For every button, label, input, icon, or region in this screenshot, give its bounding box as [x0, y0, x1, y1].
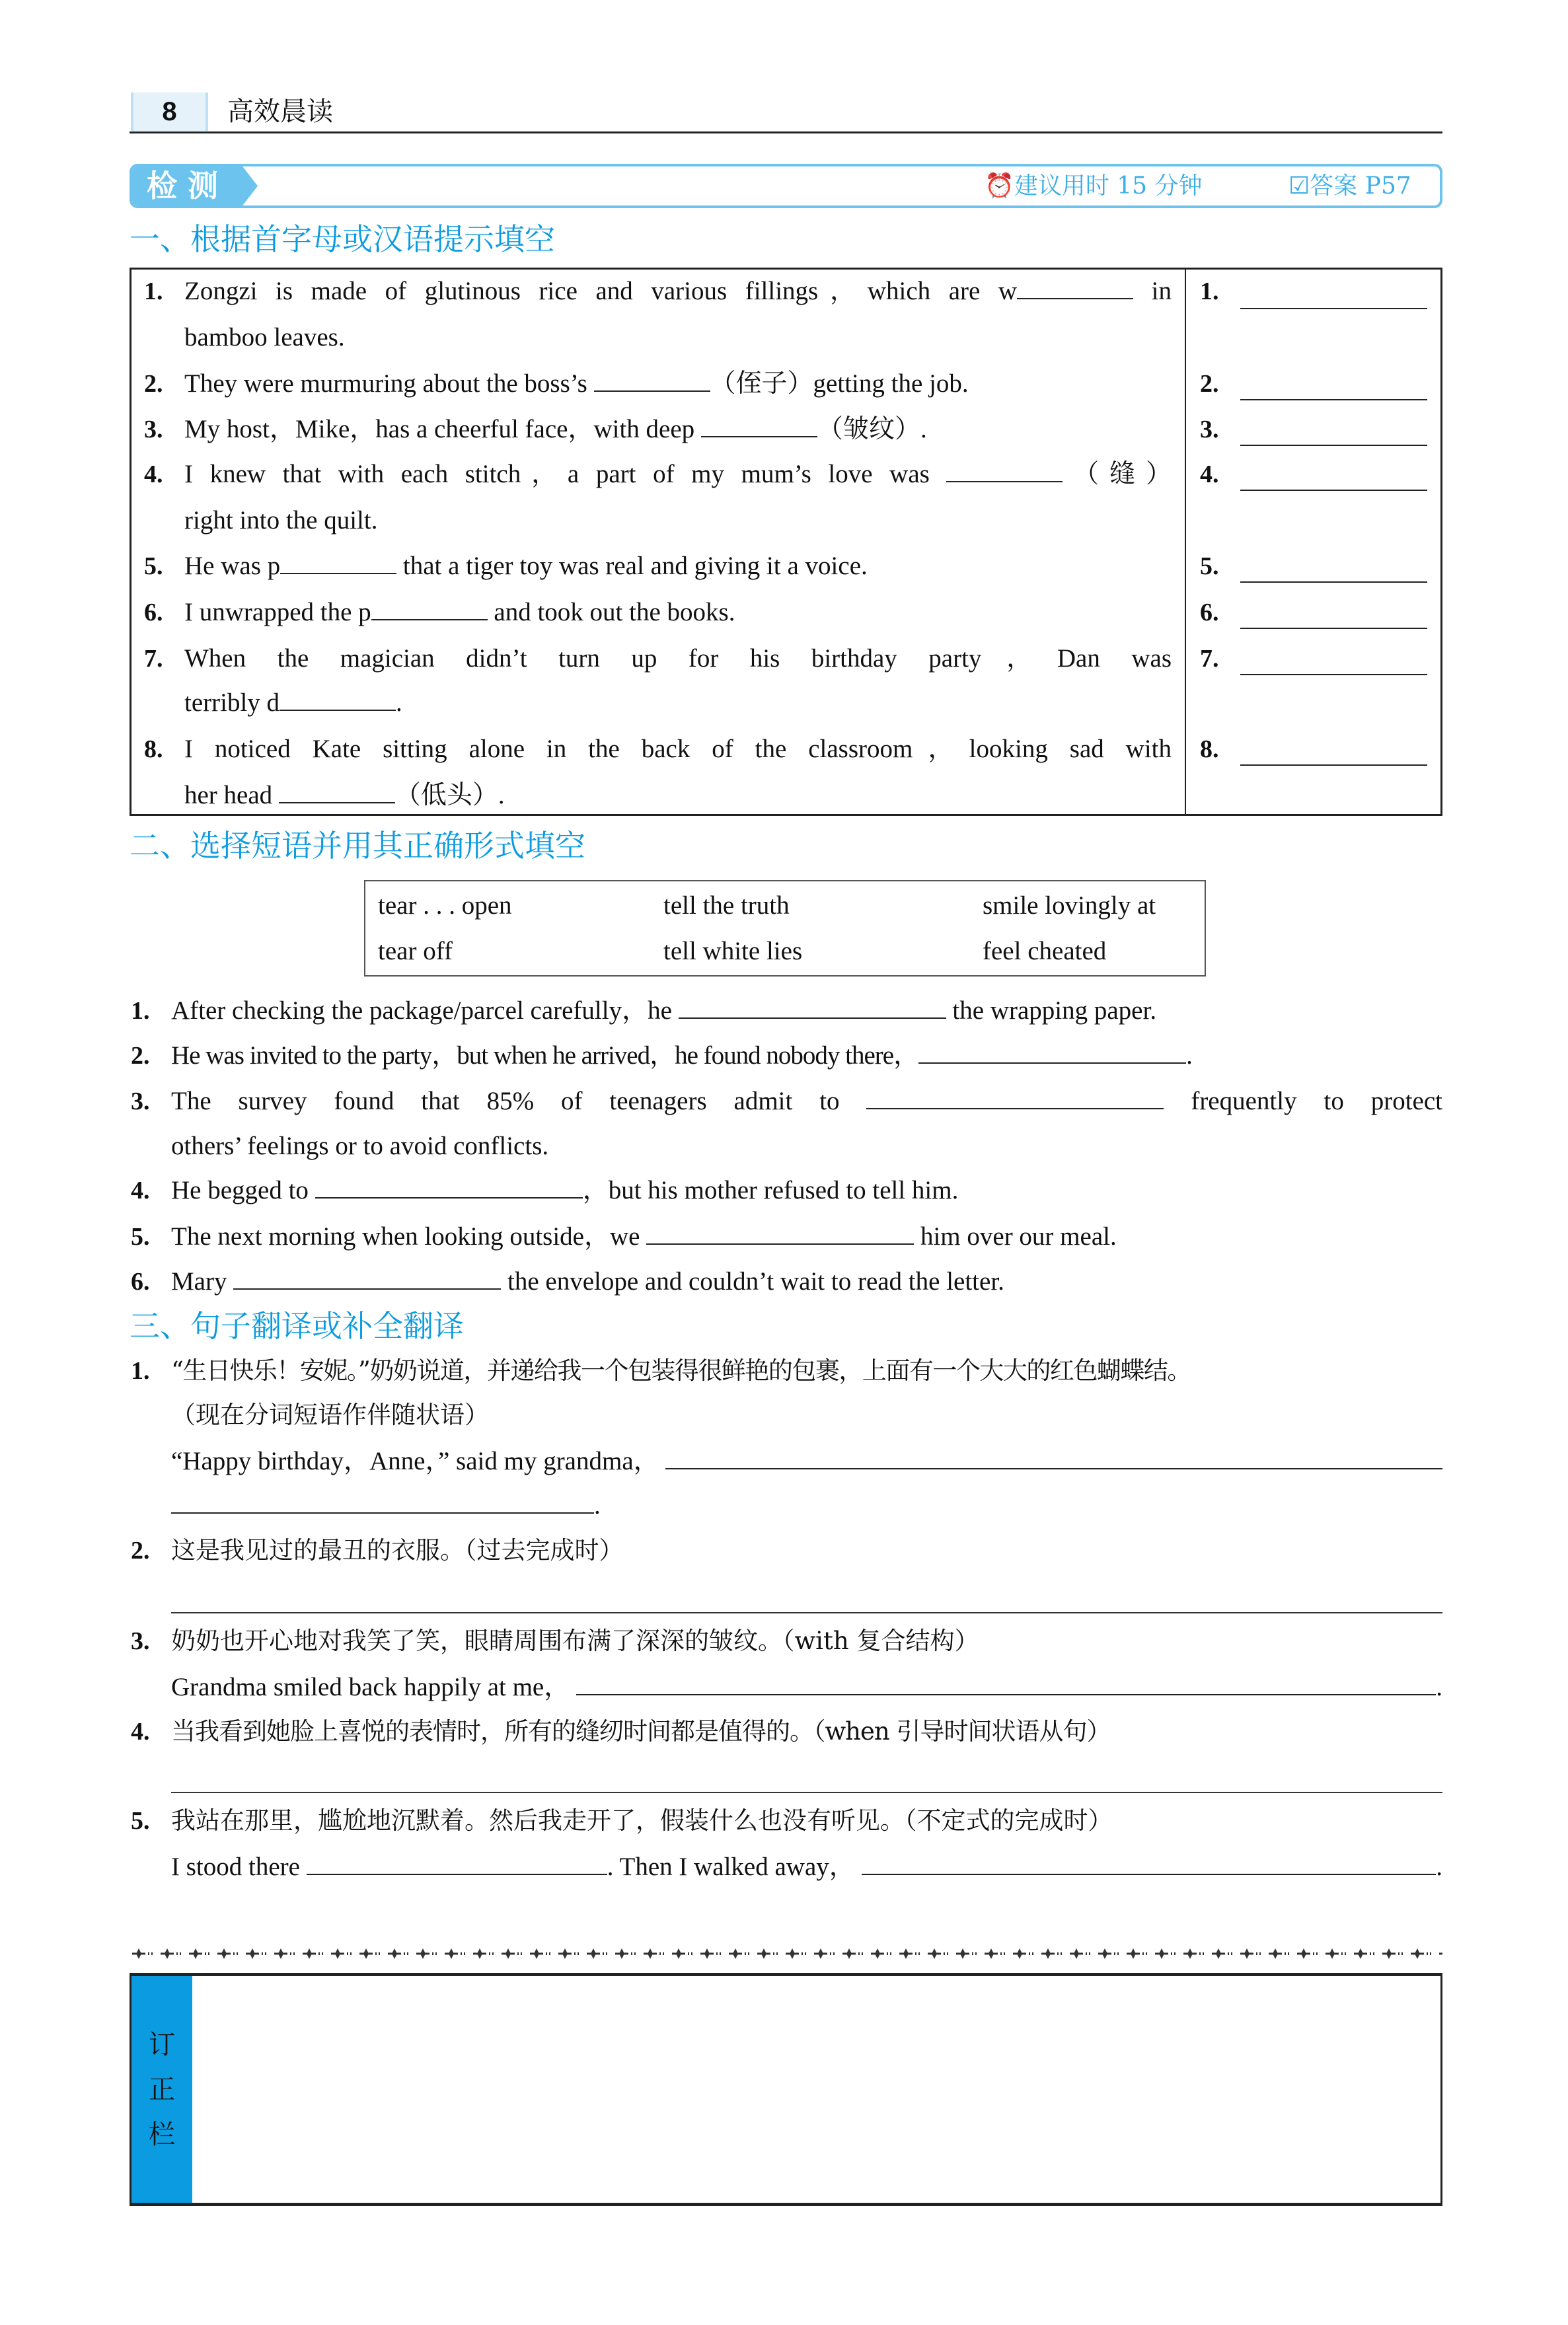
item-number: 5. [131, 1223, 150, 1251]
answer-blank[interactable] [862, 1851, 1437, 1875]
item-number: 2. [131, 1042, 150, 1070]
item-number: 2. [131, 1537, 150, 1565]
item-number: 4. [131, 1177, 150, 1204]
answer-blank[interactable] [665, 1446, 1442, 1469]
answer-number: 1. [1200, 277, 1219, 305]
answer-line[interactable] [171, 1792, 1442, 1793]
suggested-time: ⏰建议用时 15 分钟 [985, 172, 1203, 200]
phrase: smile lovingly at [983, 891, 1156, 920]
answer-blank[interactable] [701, 414, 817, 437]
s1-item8-line2: her head （低头）. [184, 781, 505, 809]
page-number: 8 [162, 97, 177, 126]
answer-number: 8. [1200, 735, 1219, 763]
answer-blank[interactable] [171, 1490, 594, 1514]
s3-item1-hint: （现在分词短语作伴随状语） [171, 1401, 489, 1429]
s2-item6: Mary the envelope and couldn’t wait to read the letter. [171, 1267, 1004, 1296]
answer-blank[interactable] [594, 368, 710, 392]
answer-line[interactable] [1240, 308, 1427, 309]
s3-item5-chinese: 我站在那里，尴尬地沉默着。然后我走开了，假装什么也没有听见。（不定式的完成时） [171, 1806, 1113, 1835]
s3-item1-english: “Happy birthday，Anne，” said my grandma， [171, 1444, 1442, 1479]
s3-item2-chinese: 这是我见过的最丑的衣服。（过去完成时） [171, 1536, 624, 1565]
decorative-dotted-divider [130, 1946, 1442, 1962]
s1-item5: He was p that a tiger toy was real and giving it a voice. [184, 552, 868, 580]
s1-item1-line2: bamboo leaves. [184, 323, 345, 351]
answer-line[interactable] [1240, 490, 1427, 491]
answer-blank[interactable] [646, 1221, 914, 1245]
phrase: tear off [378, 937, 453, 965]
s2-item1: After checking the package/parcel carefully，he the wrapping paper. [171, 996, 1157, 1025]
answer-blank[interactable] [279, 780, 395, 803]
s3-item3-chinese: 奶奶也开心地对我笑了笑，眼睛周围布满了深深的皱纹。（with 复合结构） [171, 1627, 979, 1655]
correction-label-char: 栏 [149, 2119, 175, 2150]
correction-label-char: 正 [149, 2074, 175, 2105]
answer-line[interactable] [1240, 628, 1427, 629]
answer-line[interactable] [171, 1612, 1442, 1613]
s2-item4: He begged to ，but his mother refused to tell him. [171, 1176, 959, 1204]
item-number: 6. [131, 1268, 150, 1296]
answer-number: 5. [1200, 552, 1219, 580]
item-number: 3. [144, 416, 163, 443]
phrase: tear . . . open [378, 891, 512, 920]
s1-item3: My host，Mike，has a cheerful face，with deep （皱纹）. [184, 415, 927, 443]
item-number: 1. [131, 997, 150, 1025]
s2-item5: The next morning when looking outside，we him over our meal. [171, 1222, 1117, 1251]
answer-line[interactable] [1240, 764, 1427, 766]
item-number: 5. [144, 552, 163, 580]
page-number-badge [131, 92, 208, 131]
s2-item3-line1: The survey found that 85% of teenagers admit to frequently to protect [171, 1087, 1442, 1115]
answer-blank[interactable] [315, 1175, 583, 1199]
item-number: 6. [144, 599, 163, 626]
s1-item8-line1: I noticed Kate sitting alone in the back of the classroom，looking sad with [184, 735, 1172, 763]
s2-item3-line2: others’ feelings or to avoid conflicts. [171, 1132, 549, 1160]
item-number: 3. [131, 1088, 150, 1115]
answer-number: 3. [1200, 416, 1219, 443]
item-number: 8. [144, 735, 163, 763]
answer-number: 4. [1200, 461, 1219, 488]
answer-line[interactable] [1240, 581, 1427, 583]
correction-label-char: 订 [149, 2029, 175, 2060]
correction-box[interactable] [130, 1973, 1442, 2206]
item-number: 1. [131, 1357, 150, 1385]
test-banner [130, 164, 1442, 208]
phrase: tell white lies [663, 937, 803, 965]
answer-line[interactable] [1240, 445, 1427, 446]
s1-item4-line2: right into the quilt. [184, 506, 378, 535]
answer-number: 7. [1200, 645, 1219, 673]
item-number: 1. [144, 277, 163, 305]
answer-reference[interactable]: ☑答案 P57 [1288, 172, 1411, 200]
item-number: 4. [131, 1718, 150, 1746]
phrase: feel cheated [983, 937, 1107, 965]
answer-line[interactable] [1240, 674, 1427, 675]
item-number: 2. [144, 370, 163, 398]
item-number: 3. [131, 1627, 150, 1655]
item-number: 7. [144, 645, 163, 673]
s1-item2: They were murmuring about the boss’s （侄子）getting the job. [184, 369, 969, 398]
s3-item1-chinese: “生日快乐！安妮。”奶奶说道，并递给我一个包装得很鲜艳的包裹，上面有一个大大的红色蝴蝶结。 [171, 1356, 1191, 1385]
answer-blank[interactable] [946, 459, 1063, 482]
book-title: 高效晨读 [227, 96, 333, 127]
answer-line[interactable] [1240, 399, 1427, 400]
item-number: 5. [131, 1807, 150, 1835]
answer-blank[interactable] [280, 687, 396, 711]
s3-item5-english: I stood there . Then I walked away， . [171, 1853, 1442, 1881]
s3-item1-line2: . [171, 1489, 601, 1523]
answer-blank[interactable] [280, 550, 396, 574]
s3-item3-english: Grandma smiled back happily at me， . [171, 1673, 1442, 1701]
s2-item2: He was invited to the party，but when he arrived，he found nobody there， . [171, 1041, 1192, 1070]
answer-blank[interactable] [679, 995, 946, 1019]
answer-blank[interactable] [1017, 276, 1133, 299]
answer-blank[interactable] [371, 597, 488, 620]
item-number: 4. [144, 461, 163, 488]
s1-item7-line1: When the magician didn’t turn up for his birthday party，Dan was [184, 644, 1172, 673]
answer-number: 6. [1200, 599, 1219, 626]
edit-icon: ☑ [1288, 172, 1310, 200]
clock-icon: ⏰ [985, 172, 1014, 200]
correction-label-bar [131, 1976, 192, 2203]
answer-blank[interactable] [918, 1040, 1186, 1064]
s1-item7-line2: terribly d . [184, 688, 402, 717]
answer-blank[interactable] [866, 1086, 1164, 1109]
phrase: tell the truth [663, 891, 790, 920]
answer-blank[interactable] [307, 1851, 607, 1875]
header-rule [130, 131, 1442, 133]
s1-item6: I unwrapped the p and took out the books. [184, 598, 735, 626]
section1-heading: 一、根据首字母或汉语提示填空 [130, 221, 555, 257]
s1-item4-line1: I knew that with each stitch，a part of my mum’s love was （缝） [184, 460, 1172, 488]
section1-divider [1185, 268, 1186, 816]
answer-number: 2. [1200, 370, 1219, 398]
banner-title: 检 测 [147, 168, 219, 203]
section2-heading: 二、选择短语并用其正确形式填空 [130, 828, 585, 864]
answer-blank[interactable] [576, 1672, 1436, 1695]
section3-heading: 三、句子翻译或补全翻译 [130, 1308, 464, 1344]
answer-blank[interactable] [233, 1266, 501, 1290]
s1-item1-line1: Zongzi is made of glutinous rice and various fillings，which are w in [184, 277, 1172, 305]
s3-item4-chinese: 当我看到她脸上喜悦的表情时，所有的缝纫时间都是值得的。（when 引导时间状语从句） [171, 1717, 1111, 1746]
